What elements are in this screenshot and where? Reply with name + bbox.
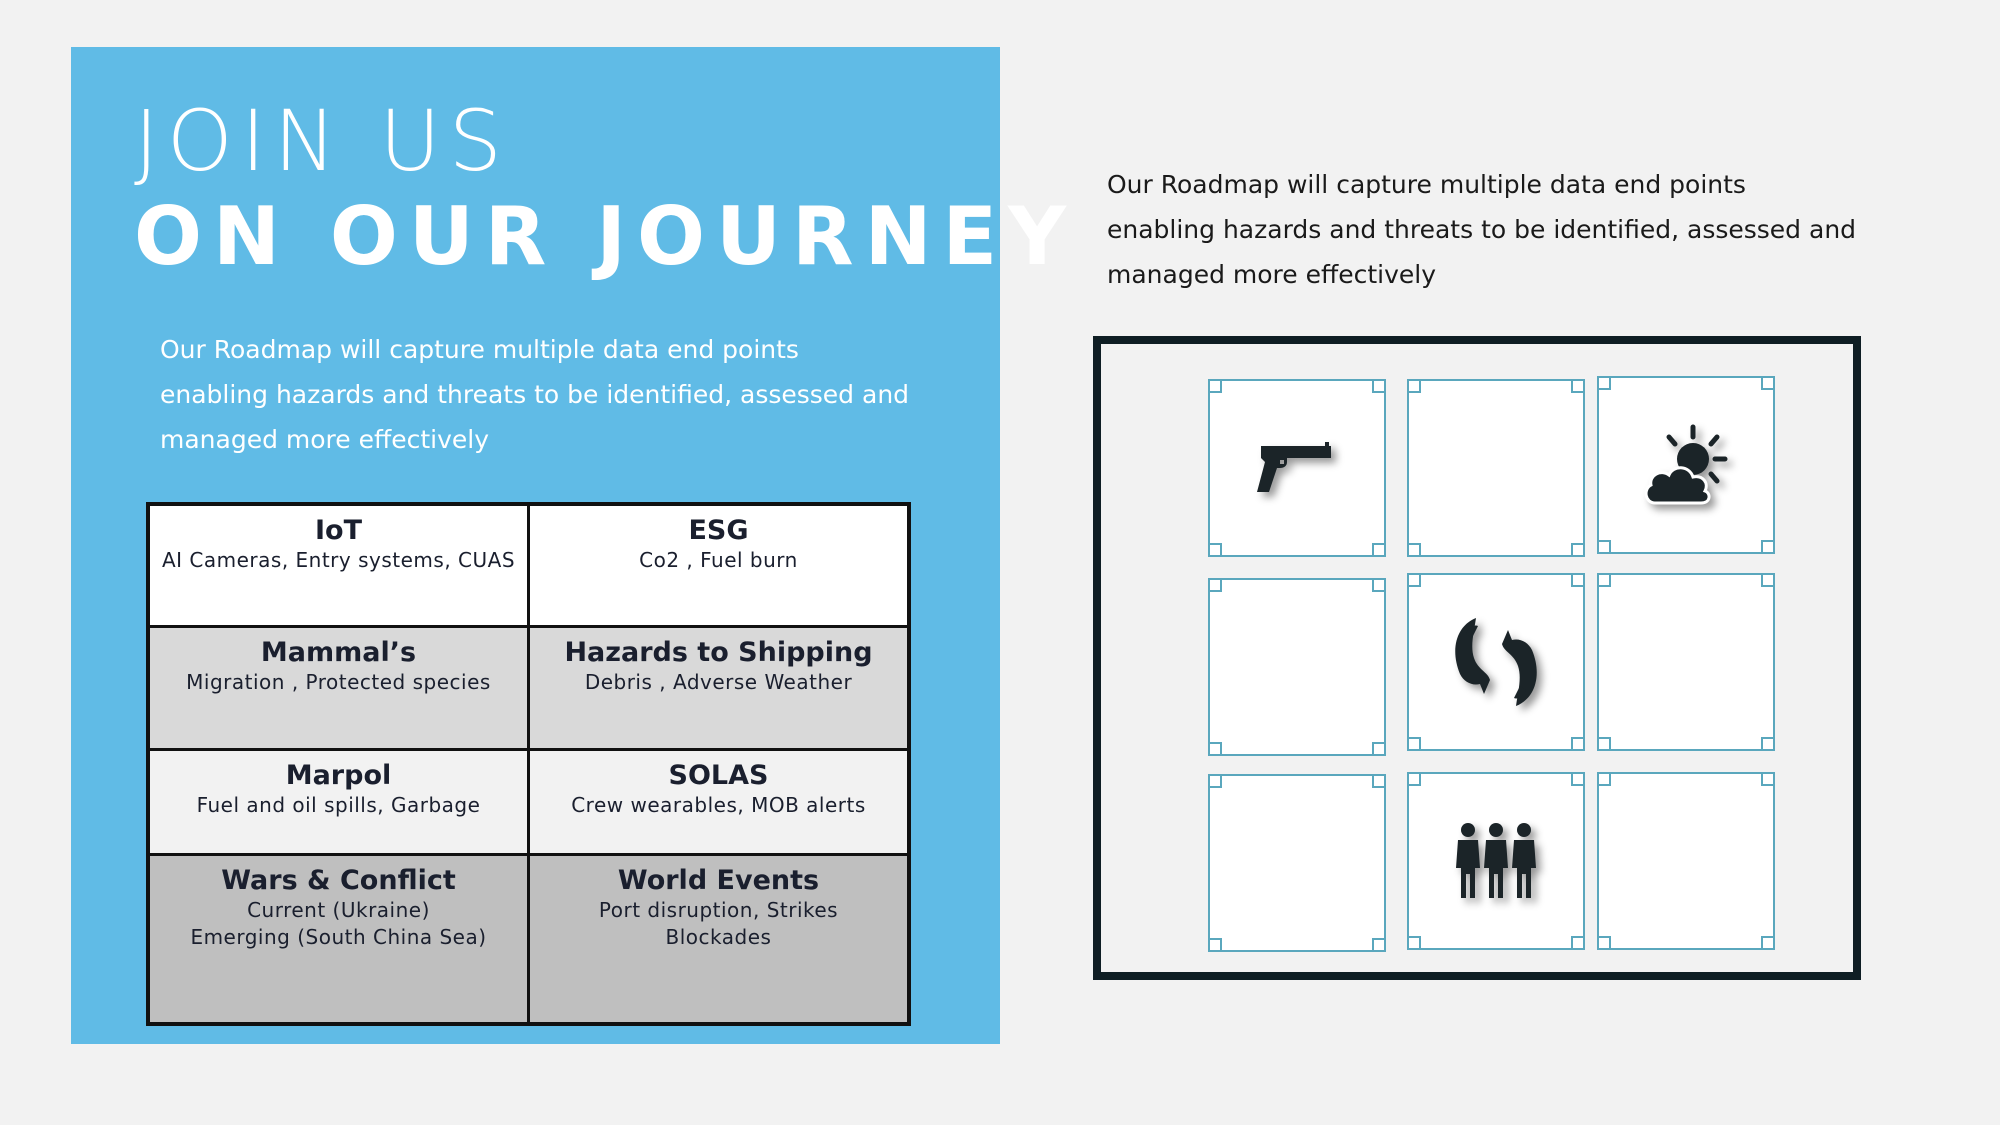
cell-sub: Blockades (665, 925, 772, 949)
cell-heading: Mammal’s (260, 637, 417, 668)
intro-line: managed more effectively (1107, 260, 1437, 289)
cell-sub: Crew wearables, MOB alerts (571, 793, 866, 817)
tile-weapons (1208, 379, 1386, 557)
cell-heading: Hazards to Shipping (564, 637, 873, 668)
tile-empty (1597, 573, 1775, 751)
cell-heading: Wars & Conflict (221, 865, 456, 896)
cell-world-events (530, 856, 907, 1022)
cell-sub: Emerging (South China Sea) (190, 925, 487, 949)
icon-grid-frame (1093, 336, 1861, 980)
cell-sub: Current (Ukraine) (247, 898, 430, 922)
cell-heading: IoT (314, 515, 362, 546)
cell-iot (150, 506, 527, 625)
cell-mammals (150, 628, 527, 748)
fish-pair-icon (1446, 614, 1546, 710)
cell-heading: Marpol (285, 760, 392, 791)
cell-solas (530, 751, 907, 853)
tile-empty (1597, 772, 1775, 950)
cell-sub: Debris , Adverse Weather (584, 670, 853, 694)
right-intro-text (1107, 162, 1907, 297)
tile-empty (1208, 578, 1386, 756)
cell-sub: Fuel and oil spills, Garbage (196, 793, 481, 817)
intro-line: Our Roadmap will capture multiple data end points (1107, 170, 1746, 199)
cell-sub: AI Cameras, Entry systems, CUAS (161, 548, 516, 572)
cell-sub: Port disruption, Strikes (598, 898, 839, 922)
cell-heading: World Events (617, 865, 820, 896)
intro-line: Our Roadmap will capture multiple data end points (160, 335, 799, 364)
pistol-icon (1257, 440, 1337, 496)
cell-sub: Migration , Protected species (186, 670, 491, 694)
cell-sub: Co2 , Fuel burn (639, 548, 798, 572)
join-us-panel (71, 47, 1078, 1044)
sun-cloud-icon (1641, 423, 1731, 507)
intro-line: managed more effectively (160, 425, 490, 454)
people-group-icon (1454, 822, 1538, 900)
tile-marine-life (1407, 573, 1585, 751)
title-line-1: JOIN US (134, 92, 511, 190)
data-endpoints-table (146, 502, 911, 1026)
cell-esg (530, 506, 907, 625)
cell-heading: ESG (688, 515, 749, 546)
tile-crew (1407, 772, 1585, 950)
tile-weather (1597, 376, 1775, 554)
cell-heading: SOLAS (668, 760, 769, 791)
intro-line: enabling hazards and threats to be identified, assessed and (1107, 215, 1857, 244)
intro-line: enabling hazards and threats to be identified, assessed and (160, 380, 910, 409)
title-line-2: ON OUR JOURNEY (134, 190, 1078, 283)
cell-wars-conflict (150, 856, 527, 1022)
cell-hazards-to-shipping (530, 628, 907, 748)
panel-intro-text (160, 327, 950, 462)
tile-empty (1407, 379, 1585, 557)
cell-marpol (150, 751, 527, 853)
tile-empty (1208, 774, 1386, 952)
